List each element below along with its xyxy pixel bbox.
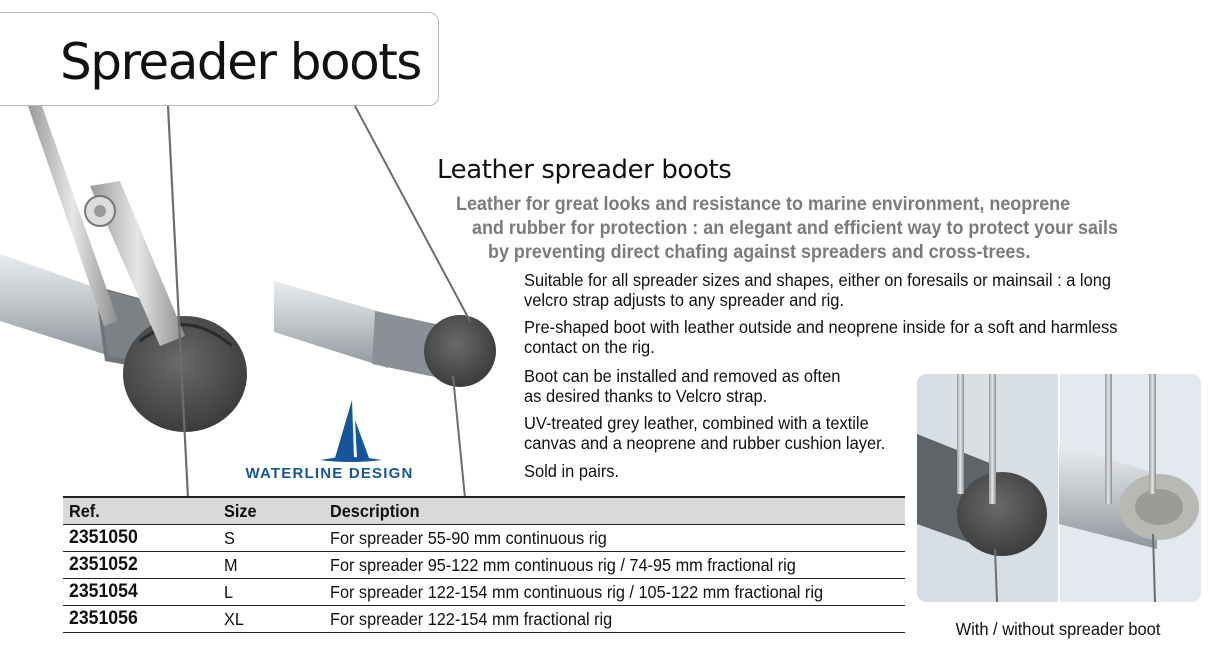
- section-subtitle: Leather spreader boots: [437, 155, 732, 185]
- cell-size: L: [218, 579, 324, 606]
- column-header-description: Description: [324, 497, 905, 525]
- page-title: Spreader boots: [60, 33, 421, 91]
- cell-ref: 2351054: [63, 579, 218, 606]
- photo-caption: With / without spreader boot: [955, 619, 1161, 639]
- feature-item-spreader-fit: Suitable for all spreader sizes and shapes, either on foresails or mainsail : a long velcro strap adjusts to any spreader and rig.: [524, 270, 1112, 310]
- logo-text: WATERLINE DESIGN: [245, 465, 414, 482]
- cell-ref: 2351050: [63, 525, 218, 552]
- table-row: [63, 606, 905, 633]
- sailboat-icon: [232, 398, 427, 464]
- feature-item-materials: UV-treated grey leather, combined with a textile canvas and a neoprene and rubber cushion layer.: [524, 413, 886, 453]
- table-row: [63, 579, 905, 606]
- intro-line-3: by preventing direct chafing against spreaders and cross-trees.: [488, 241, 1031, 263]
- title-box: [0, 12, 439, 106]
- intro-line-2: and rubber for protection : an elegant and efficient way to protect your sails: [472, 217, 1118, 239]
- cell-ref: 2351052: [63, 552, 218, 579]
- feature-item-preshaped: Pre-shaped boot with leather outside and neoprene inside for a soft and harmless contact on the rig.: [524, 317, 1118, 357]
- feature-item-velcro: Boot can be installed and removed as often as desired thanks to Velcro strap.: [524, 366, 841, 406]
- product-table: [63, 496, 905, 633]
- cell-size: S: [218, 525, 324, 552]
- with-without-boot-photo: [917, 374, 1201, 602]
- cell-description: For spreader 95-122 mm continuous rig / 74-95 mm fractional rig: [324, 552, 905, 579]
- cell-description: For spreader 55-90 mm continuous rig: [324, 525, 905, 552]
- column-header-size: Size: [218, 497, 324, 525]
- cell-ref: 2351056: [63, 606, 218, 633]
- cell-description: For spreader 122-154 mm fractional rig: [324, 606, 905, 633]
- intro-line-1: Leather for great looks and resistance to marine environment, neoprene: [456, 193, 1071, 215]
- cell-description: For spreader 122-154 mm continuous rig / 105-122 mm fractional rig: [324, 579, 905, 606]
- cell-size: XL: [218, 606, 324, 633]
- table-row: [63, 525, 905, 552]
- feature-item-pairs: Sold in pairs.: [524, 461, 620, 481]
- table-header-row: [63, 497, 905, 525]
- cell-size: M: [218, 552, 324, 579]
- column-header-ref: Ref.: [63, 497, 218, 525]
- waterline-design-logo: [232, 398, 427, 488]
- table-row: [63, 552, 905, 579]
